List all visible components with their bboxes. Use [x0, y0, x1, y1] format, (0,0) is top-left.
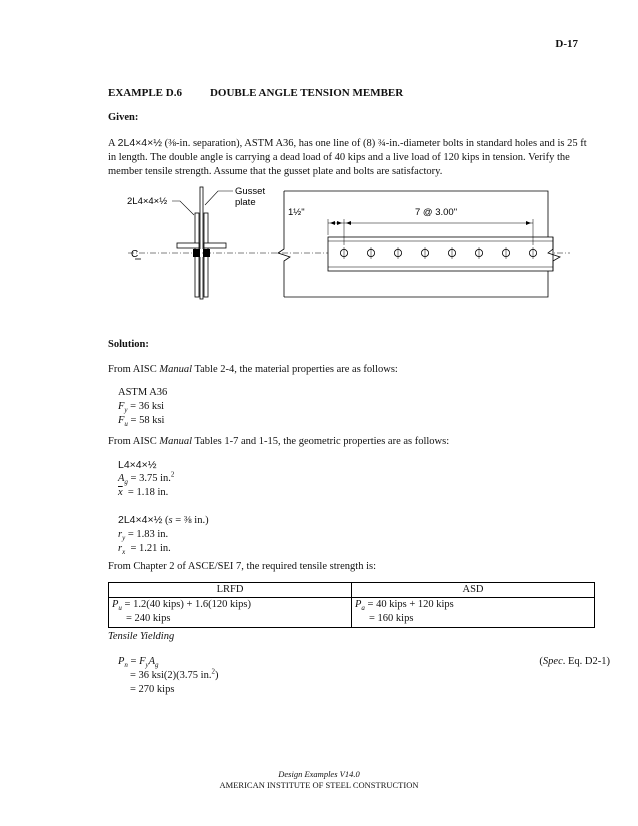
single-section: L4×4×½	[118, 459, 157, 471]
gusset-plate-section	[200, 187, 203, 299]
section-label: 2L4×4×½	[117, 137, 163, 149]
angle-flange-left	[177, 243, 199, 248]
example-id: EXAMPLE D.6	[108, 87, 182, 99]
connection-figure	[108, 183, 588, 303]
spec-equation-ref: (Spec. Eq. D2-1)	[539, 656, 610, 667]
angle-elevation	[328, 237, 553, 271]
double-angle-properties	[118, 513, 209, 557]
example-name: DOUBLE ANGLE TENSION MEMBER	[209, 87, 404, 99]
footer	[0, 769, 638, 791]
lrfd-header: LRFD	[109, 583, 352, 598]
pn-line-3: = 270 kips	[130, 684, 175, 696]
double-section: 2L4×4×½ (s = ⅜ in.)	[118, 514, 209, 526]
solution-heading: Solution:	[108, 339, 149, 350]
gusset-label-2: plate	[235, 197, 256, 208]
example-title	[108, 86, 403, 101]
ry-value: $r_y = 1.83$ in.	[118, 529, 169, 543]
dim-arrow-4	[526, 221, 531, 225]
dim-arrow-1	[330, 221, 335, 225]
member-label: 2L4×4×½	[127, 196, 168, 207]
material-intro: From AISC Manual Table 2-4, the material properties are as follows:	[108, 364, 398, 375]
geometric-intro: From AISC Manual Tables 1-7 and 1-15, the geometric properties are as follows:	[108, 436, 450, 447]
tensile-yielding-equation	[118, 655, 610, 698]
given-heading: Given:	[108, 112, 139, 123]
pn-equation: $P_n = F_yA_g$ (Spec. Eq. D2-1)	[118, 656, 610, 670]
page-number: D-17	[555, 38, 578, 50]
angle-flange-right	[204, 243, 226, 248]
member-leader	[172, 201, 194, 215]
rx-value: $r_x = 1.21$ in.	[118, 543, 171, 557]
spacing-dimension: 7 @ 3.00"	[415, 207, 458, 218]
single-angle-properties	[118, 458, 174, 501]
xbar-value: $\overline{x} = 1.18$ in.	[118, 487, 169, 499]
required-strength-intro: From Chapter 2 of ASCE/SEI 7, the required tensile strength is:	[108, 561, 377, 572]
edge-dimension: 1½"	[288, 207, 305, 218]
pn-line-2: = 36 ksi(2)(3.75 in.$^2$)	[130, 667, 219, 682]
given-paragraph	[108, 136, 588, 180]
dim-arrow-3	[346, 221, 351, 225]
lrfd-asd-table	[108, 582, 595, 628]
gusset-label-1: Gusset	[235, 186, 266, 197]
asd-header: ASD	[352, 583, 595, 598]
tensile-yielding-heading: Tensile Yielding	[108, 631, 175, 642]
ag-value: $A_g = 3.75$ in.$^2$	[118, 470, 175, 487]
material-properties	[118, 386, 167, 429]
dim-arrow-2	[337, 221, 342, 225]
given-line-3: member tensile strength. Assume that the gusset plate and bolts are satisfactory.	[108, 166, 443, 178]
lrfd-cell: $P_u = 1.2(40$ kips) + 1.6(120 kips) = 240 kips	[109, 598, 352, 627]
fy-value: $F_y = 36$ ksi	[118, 401, 165, 415]
gusset-leader	[205, 191, 233, 205]
given-line-2: in length. The double angle is carrying a dead load of 40 kips and a live load of 120 kips in tension. Verify the	[108, 152, 570, 164]
footer-org: AMERICAN INSTITUTE OF STEEL CONSTRUCTION	[219, 780, 419, 791]
centerline-label: C	[131, 249, 139, 260]
asd-cell: $P_a = 40$ kips + 120 kips = 160 kips	[352, 598, 595, 627]
fu-value: $F_u = 58$ ksi	[118, 415, 165, 429]
footer-title: Design Examples V14.0	[278, 769, 360, 779]
material-spec: ASTM A36	[118, 387, 168, 398]
given-line-1: A 2L4×4×½ (⅜-in. separation), ASTM A36, has one line of (8) ¾-in.-diameter bolts in standard holes and is 25 ft	[108, 137, 587, 149]
